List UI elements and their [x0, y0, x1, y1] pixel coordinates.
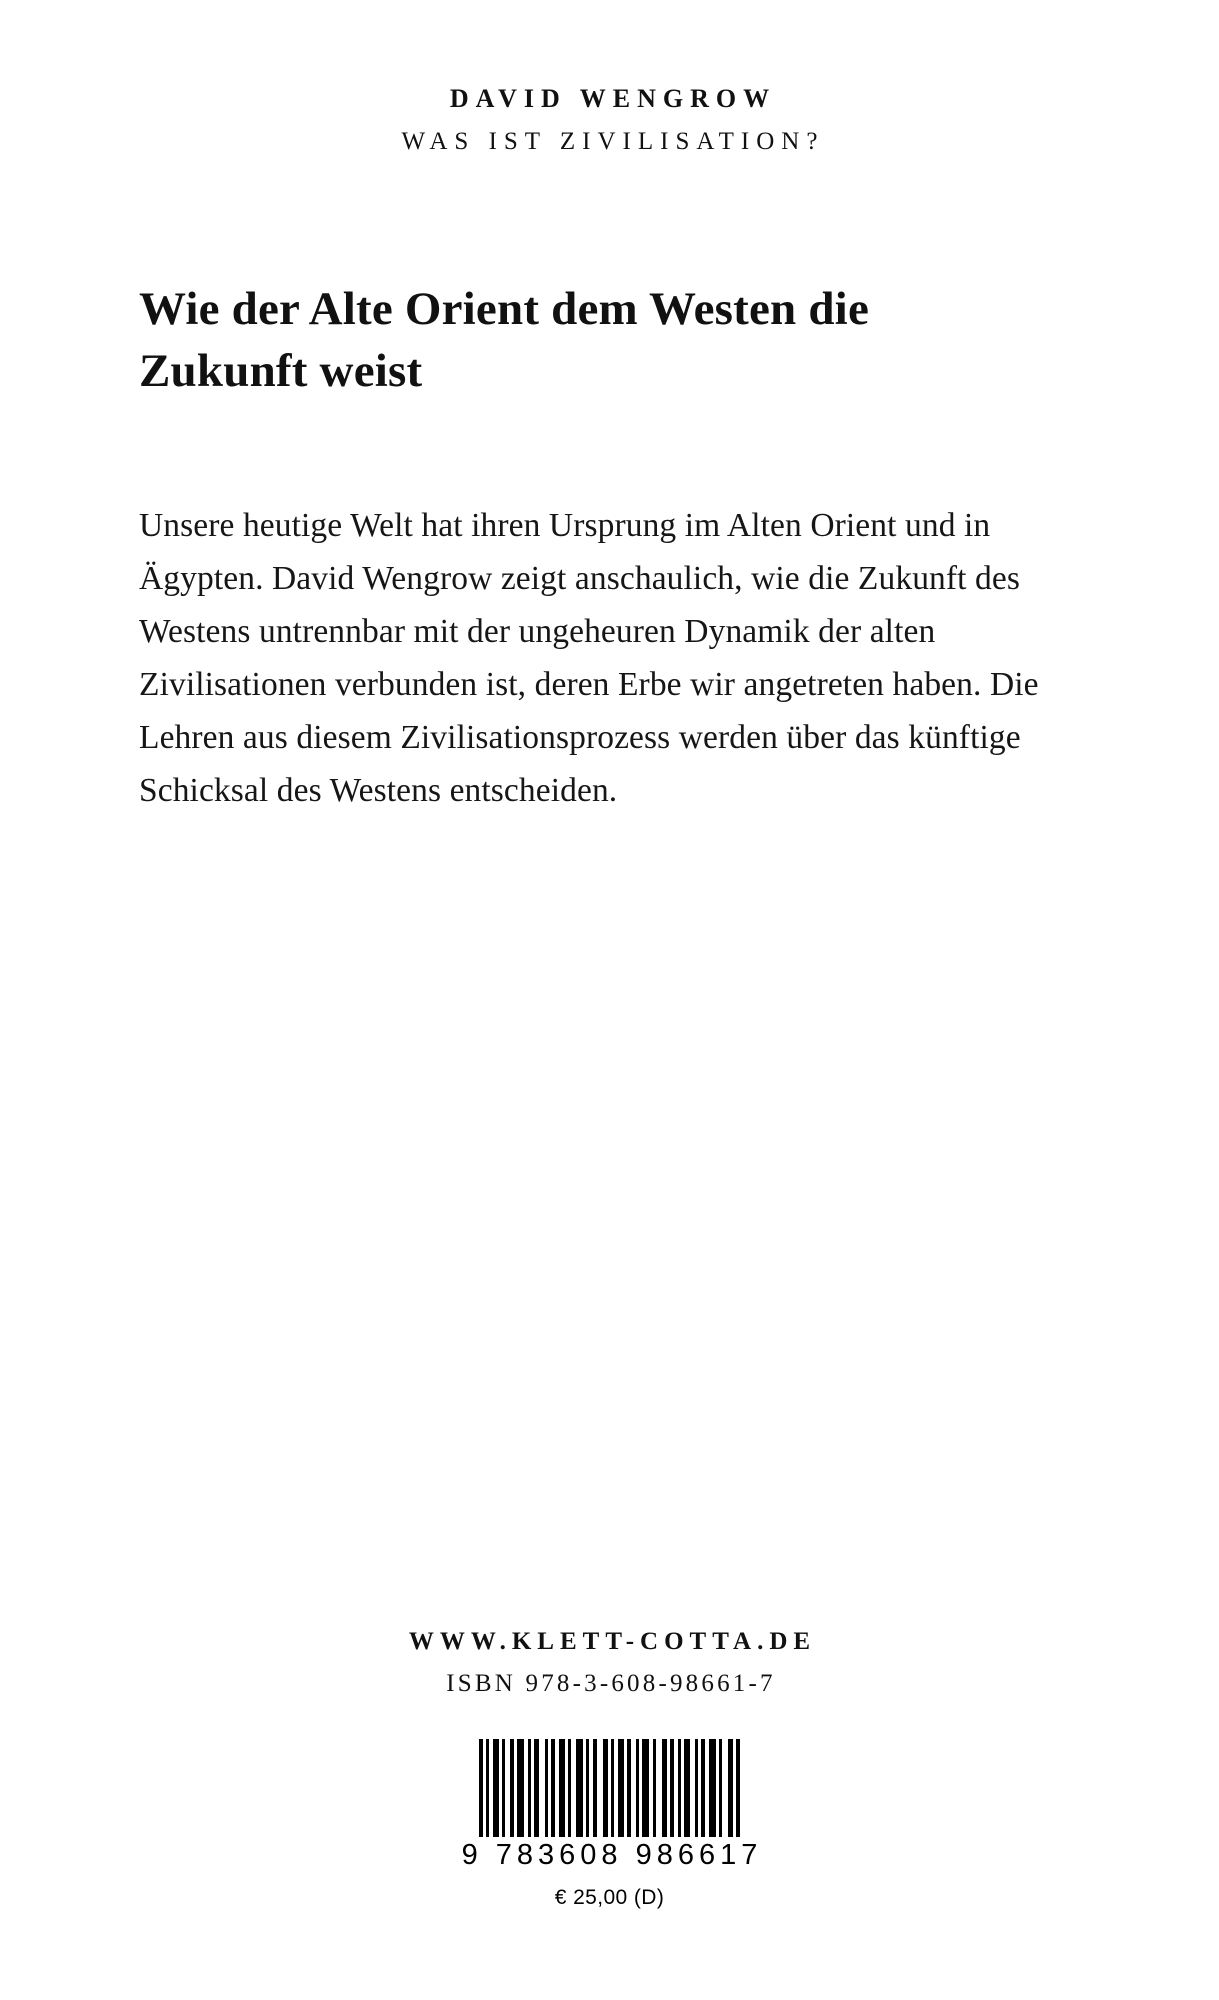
barcode-digits: 9 783608 986617 [461, 1839, 763, 1871]
price-label: € 25,00 (D) [554, 1886, 665, 1909]
cover-footer [0, 1628, 1219, 1698]
author-name: DAVID WENGROW [449, 84, 777, 113]
isbn-text: ISBN 978-3-608-98661-7 [446, 1670, 776, 1697]
publisher-website: WWW.KLETT-COTTA.DE [408, 1628, 817, 1655]
cover-header [0, 82, 1219, 158]
headline: Wie der Alte Orient dem Westen die Zukunft weist [139, 283, 869, 398]
barcode-block [0, 1726, 1219, 1910]
barcode-image [451, 1739, 769, 1837]
book-title: WAS IST ZIVILISATION? [401, 127, 825, 155]
blurb-text: Unsere heutige Welt hat ihren Ursprung im Alten Orient und in Ägypten. David Wengrow zeigt anschaulich, wie die Zukunft des Westens untrennbar mit der ungeheuren Dynamik der alten Zivilisationen verbunden ist, deren Erbe wir angetreten haben. Die Lehren aus diesem Zivilisationsprozess werden über das künftige Schicksal des Westens entscheiden. [139, 507, 1039, 809]
